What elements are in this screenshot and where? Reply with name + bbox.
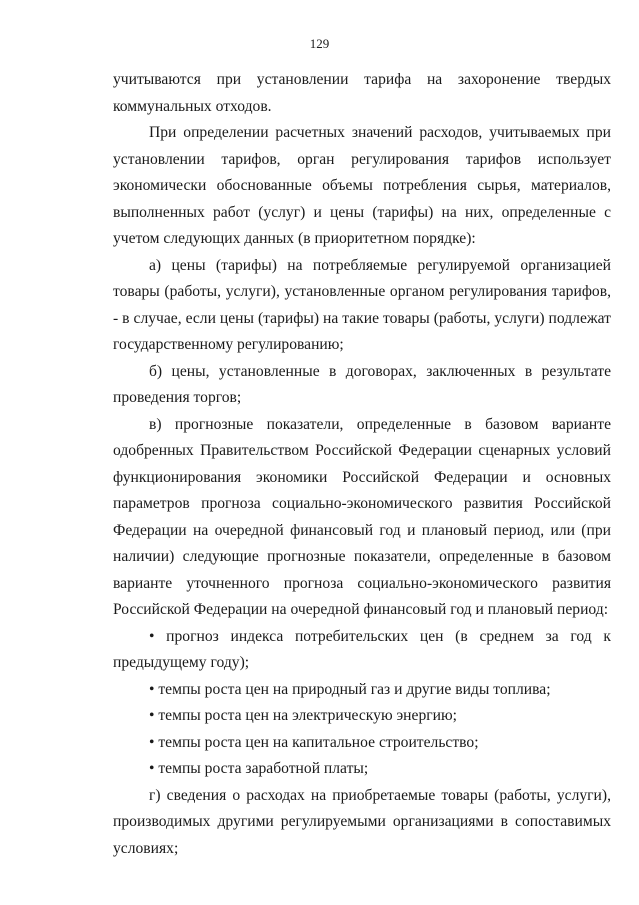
bullet-item-electricity: • темпы роста цен на электрическую энергию;: [149, 707, 457, 724]
paragraph-continuation: учитываются при установлении тарифа на захоронение твердых коммунальных отходов.: [113, 71, 611, 115]
bullet-item-wages: • темпы роста заработной платы;: [149, 760, 369, 777]
bullet-item-cpi: • прогноз индекса потребительских цен (в среднем за год к предыдущему году);: [113, 627, 611, 671]
list-item-g: г) сведения о расходах на приобретаемые товары (работы, услуги), производимых другими регулируемыми организациями в сопоставимых условиях;: [113, 786, 611, 857]
bullet-item-construction: • темпы роста цен на капитальное строительство;: [149, 733, 479, 751]
list-item-b: б) цены, установленные в договорах, заключенных в результате проведения торгов;: [113, 362, 611, 406]
document-body: [113, 67, 611, 862]
list-item-a: а) цены (тарифы) на потребляемые регулируемой организацией товары (работы, услуги), установленные органом регулирования тарифов, - в случае, если цены (тарифы) на такие товары (работы, услуги) подлежат государственному регулированию;: [113, 256, 611, 353]
bullet-item-gas: • темпы роста цен на природный газ и другие виды топлива;: [149, 680, 551, 698]
list-item-v: в) прогнозные показатели, определенные в базовом варианте одобренных Правительством Российской Федерации сценарных условий функционирования экономики Российской Федерации и основных параметров прогноза социально-экономического развития Российской Федерации на очередной финансовый год и плановый период, или (при наличии) следующие прогнозные показатели, определенные в базовом варианте уточненного прогноза социально-экономического развития Российской Федерации на очередной финансовый год и плановый период:: [113, 415, 611, 618]
page-number: 129: [309, 36, 330, 51]
paragraph-intro: При определении расчетных значений расходов, учитываемых при установлении тарифов, орган регулирования тарифов использует экономически обоснованные объемы потребления сырья, материалов, выполненных работ (услуг) и цены (тарифы) на них, определенные с учетом следующих данных (в приоритетном порядке):: [113, 124, 611, 247]
